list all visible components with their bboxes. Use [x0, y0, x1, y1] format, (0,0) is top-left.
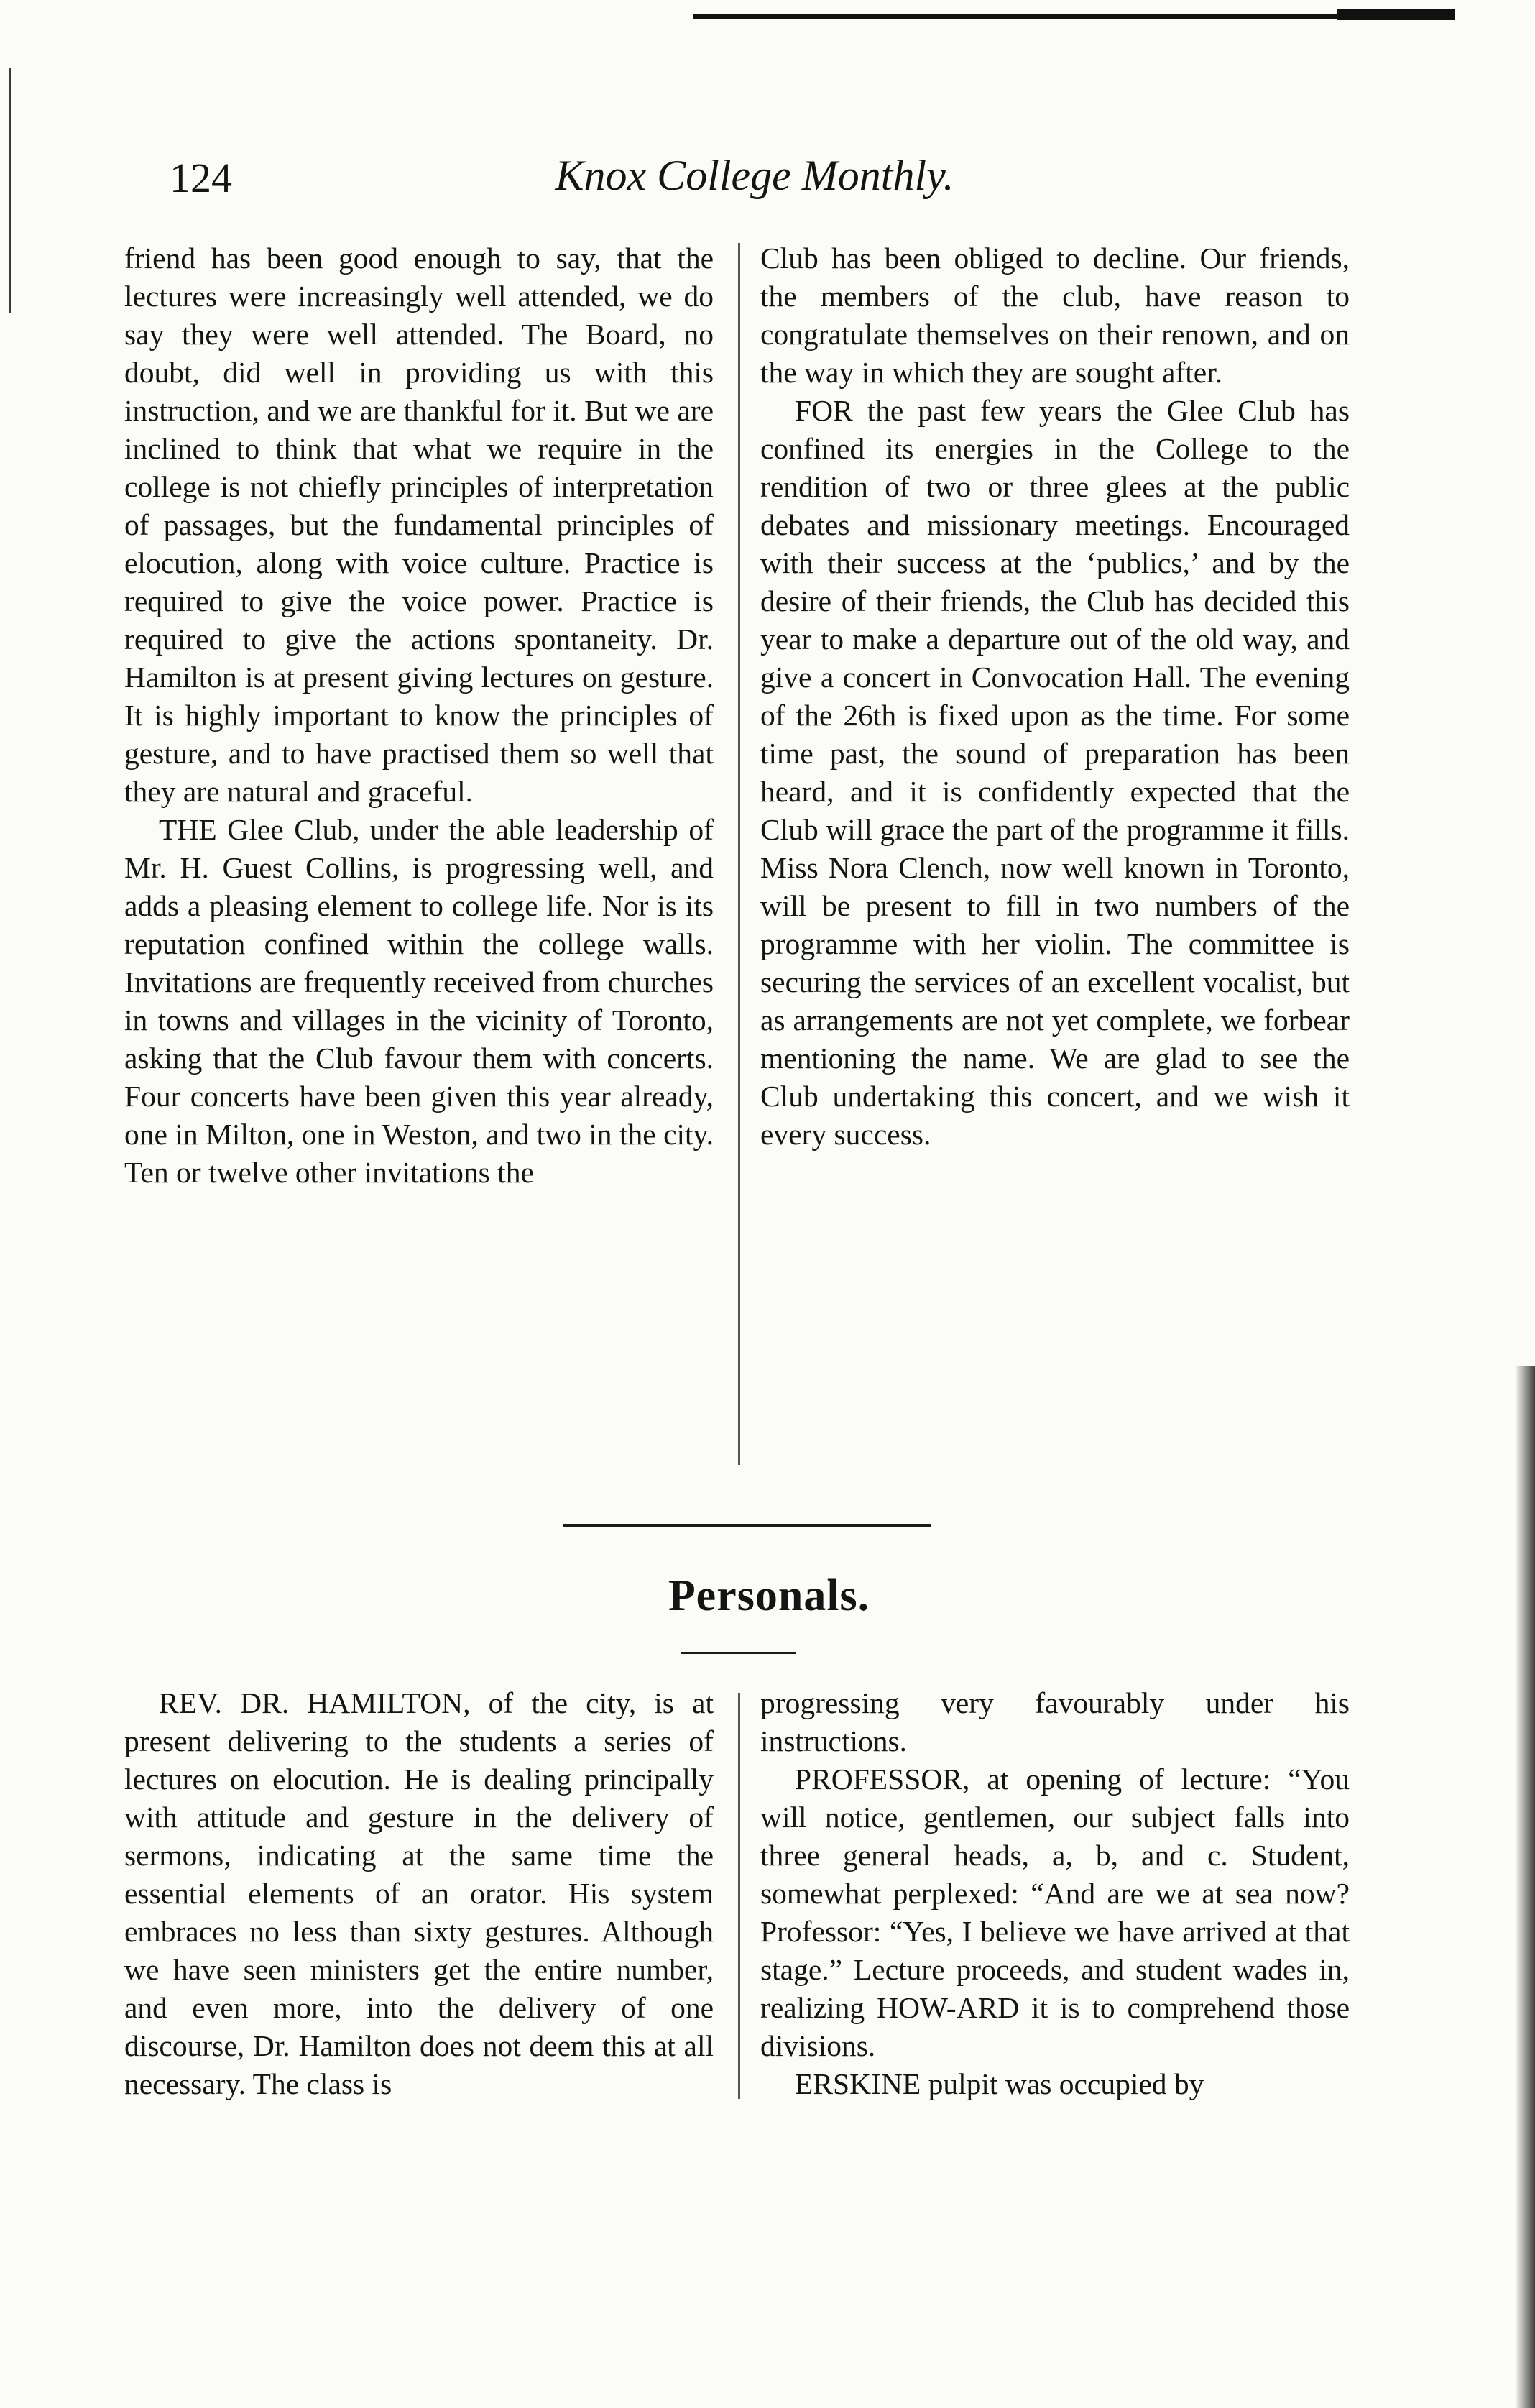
heading-underline-rule — [681, 1652, 796, 1654]
section-divider-rule — [563, 1524, 931, 1527]
top-left-column — [124, 239, 714, 1192]
paragraph-concert: FOR the past few years the Glee Club has confined its energies in the College to the rendition of two or three glees at the public debates and missionary meetings. Encouraged with their success at the ‘publics,’ and by the desire of their friends, the Club has decided this year to make a departure out of the old way, and give a concert in Convocation Hall. The evening of the 26th is fixed upon as the time. For some time past, the sound of preparation has been heard, and it is confidently expected that the Club will grace the part of the programme it fills. Miss Nora Clench, now well known in Toronto, will be present to fill in two numbers of the programme with her violin. The committee is securing the services of an excellent vocalist, but as arrangements are not yet complete, we forbear mentioning the name. We are glad to see the Club undertaking this concert, and we wish it every success. — [760, 394, 1350, 1151]
personals-right-column — [760, 1684, 1350, 2103]
column-divider-top — [738, 243, 740, 1465]
paragraph-erskine: ERSKINE pulpit was occupied by — [795, 2067, 1204, 2100]
scan-edge-shadow — [1516, 1366, 1535, 2408]
scan-edge-line — [9, 68, 11, 313]
page-number: 124 — [170, 155, 232, 201]
paragraph-dr-hamilton: REV. DR. HAMILTON, of the city, is at present delivering to the students a series of lectures on elocution. He is dealing principally with attitude and gesture in the delivery of sermons, indicating at the same time the essential elements of an orator. His system embraces no less than sixty gestures. Although we have seen ministers get the entire number, and even more, into the delivery of one discourse, Dr. Hamilton does not deem this at all necessary. The class is — [124, 1686, 714, 2100]
paragraph-club-decline: Club has been obliged to decline. Our friends, the members of the club, have reason to congratulate themselves on their renown, and on the way in which they are sought after. — [760, 242, 1350, 389]
personals-left-column — [124, 1684, 714, 2103]
paragraph-lectures: friend has been good enough to say, that the lectures were increasingly well attended, we do say they were well attended. The Board, no doubt, did well in providing us with this instruction, and we are thankful for it. But we are inclined to think that what we require in the college is not chiefly principles of interpretation of passages, but the fundamental principles of elocution, along with voice culture. Practice is required to give the voice power. Practice is required to give the actions spontaneity. Dr. Hamilton is at present giving lectures on gesture. It is highly important to know the principles of gesture, and to have practised them so well that they are natural and graceful. — [124, 242, 714, 808]
paragraph-glee-club: THE Glee Club, under the able leadership of Mr. H. Guest Collins, is progressing well, and adds a pleasing element to college life. Nor is its reputation confined within the college walls. Invitations are frequently received from churches in towns and villages in the vicinity of Toronto, asking that the Club favour them with concerts. Four concerts have been given this year already, one in Milton, one in Weston, and two in the city. Ten or twelve other invitations the — [124, 813, 714, 1189]
top-right-column — [760, 239, 1350, 1154]
paragraph-professor: PROFESSOR, at opening of lecture: “You will notice, gentlemen, our subject falls into three general heads, a, b, and c. Student, somewhat perplexed: “And are we at sea now? Professor: “Yes, I believe we have arrived at that stage.” Lecture proceeds, and student wades in, realizing HOW-ARD it is to comprehend those divisions. — [760, 1763, 1350, 2062]
column-divider-bottom — [738, 1693, 740, 2099]
personals-heading: Personals. — [668, 1571, 870, 1620]
running-head: Knox College Monthly. — [555, 152, 954, 199]
top-rule-thick — [1337, 9, 1455, 20]
paragraph-progressing: progressing very favourably under his instructions. — [760, 1686, 1350, 1757]
